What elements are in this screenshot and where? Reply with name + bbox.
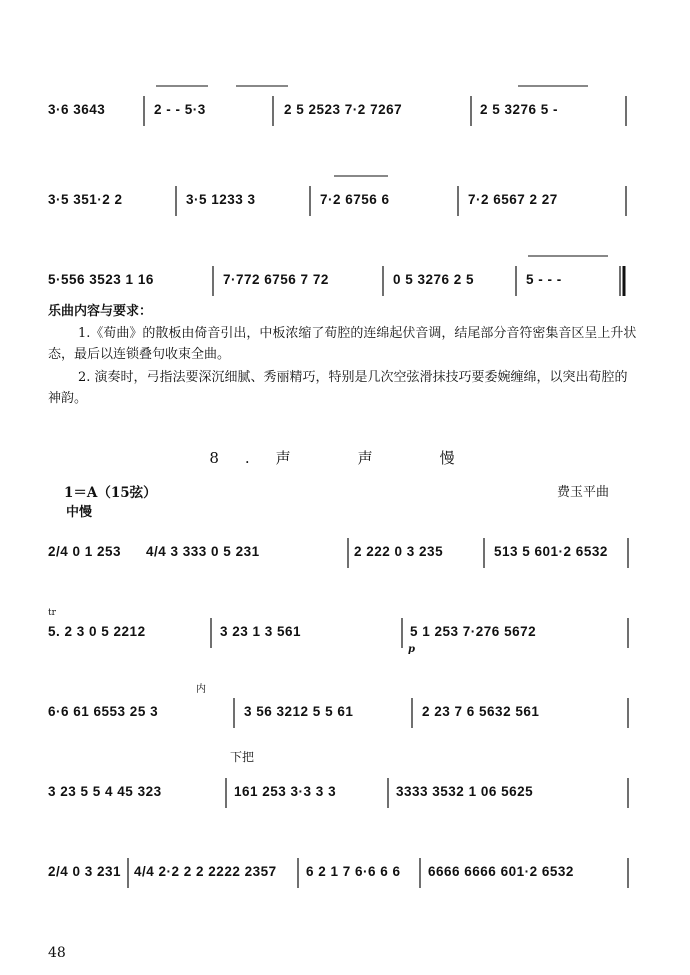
measure: 2/4 0 1 253 xyxy=(48,544,122,559)
measure: 3333 3532 1 06 5625 xyxy=(396,784,534,799)
top-system-2 xyxy=(48,168,638,220)
piece-system-3 xyxy=(48,680,638,732)
measure: 2/4 0 3 231 xyxy=(48,864,122,879)
measure: 3 56 3212 5 5 61 xyxy=(244,704,354,719)
measure: 2 5 2523 7·2 7267 xyxy=(284,102,403,117)
piece-title: 8.声 声 慢 xyxy=(209,449,481,467)
measure: 5 - - - xyxy=(526,272,562,287)
measure: 5. 2 3 0 5 2212 xyxy=(48,624,146,639)
measure: 2 - - 5·3 xyxy=(154,102,206,117)
requirement-item: 1.《荀曲》的散板由倚音引出，中板浓缩了荀腔的连绵起伏音调，结尾部分音符密集音区呈上升状态，最后以连锁叠句收束全曲。 xyxy=(48,326,637,362)
measure: 3·5 351·2 2 xyxy=(48,192,123,207)
measure: 6 2 1 7 6·6 6 6 xyxy=(306,864,401,879)
measure: 6666 6666 601·2 6532 xyxy=(428,864,574,879)
measure: 513 5 601·2 6532 xyxy=(494,544,608,559)
measure: 0 5 3276 2 5 xyxy=(393,272,475,287)
measure: 3·6 3643 xyxy=(48,102,106,117)
requirement-item: 2. 演奏时，弓指法要深沉细腻、秀丽精巧，特别是几次空弦滑抹技巧要委婉缠绵，以突出荀腔的神韵。 xyxy=(48,370,628,406)
measure: 2 23 7 6 5632 561 xyxy=(422,704,540,719)
measure: 5 1 253 7·276 5672 xyxy=(410,624,537,639)
measure: 3 23 1 3 561 xyxy=(220,624,302,639)
measure: 7·772 6756 7 72 xyxy=(223,272,329,287)
measure: 7·2 6567 2 27 xyxy=(468,192,558,207)
measure: 4/4 2·2 2 2 2222 2357 xyxy=(134,864,277,879)
technique-mark: 内 xyxy=(196,684,206,695)
measure: 2 5 3276 5 - xyxy=(480,102,559,117)
top-system-1 xyxy=(48,78,638,130)
trill-mark: tr xyxy=(48,608,56,618)
piece-system-5 xyxy=(48,840,638,892)
tempo-marking: 中慢 xyxy=(66,505,93,520)
measure: 5·556 3523 1 16 xyxy=(48,272,154,287)
measure: 7·2 6756 6 xyxy=(320,192,390,207)
measure: 3·5 1233 3 xyxy=(186,192,256,207)
position-mark: 下把 xyxy=(230,750,255,764)
piece-system-2 xyxy=(48,600,638,655)
page-number: 48 xyxy=(48,945,66,961)
measure: 6·6 61 6553 25 3 xyxy=(48,704,159,719)
composer: 费玉平曲 xyxy=(557,485,610,500)
piece-system-1 xyxy=(48,520,638,572)
dynamic-mark: p xyxy=(408,644,415,655)
requirements-title: 乐曲内容与要求： xyxy=(48,304,153,319)
piece-system-4 xyxy=(48,750,638,812)
measure: 2 222 0 3 235 xyxy=(354,544,444,559)
top-system-3 xyxy=(48,248,638,300)
measure: 4/4 3 333 0 5 231 xyxy=(146,544,260,559)
measure: 3 23 5 5 4 45 323 xyxy=(48,784,162,799)
key-signature: 1＝A（15弦） xyxy=(64,485,157,501)
measure: 161 253 3·3 3 3 xyxy=(234,784,337,799)
